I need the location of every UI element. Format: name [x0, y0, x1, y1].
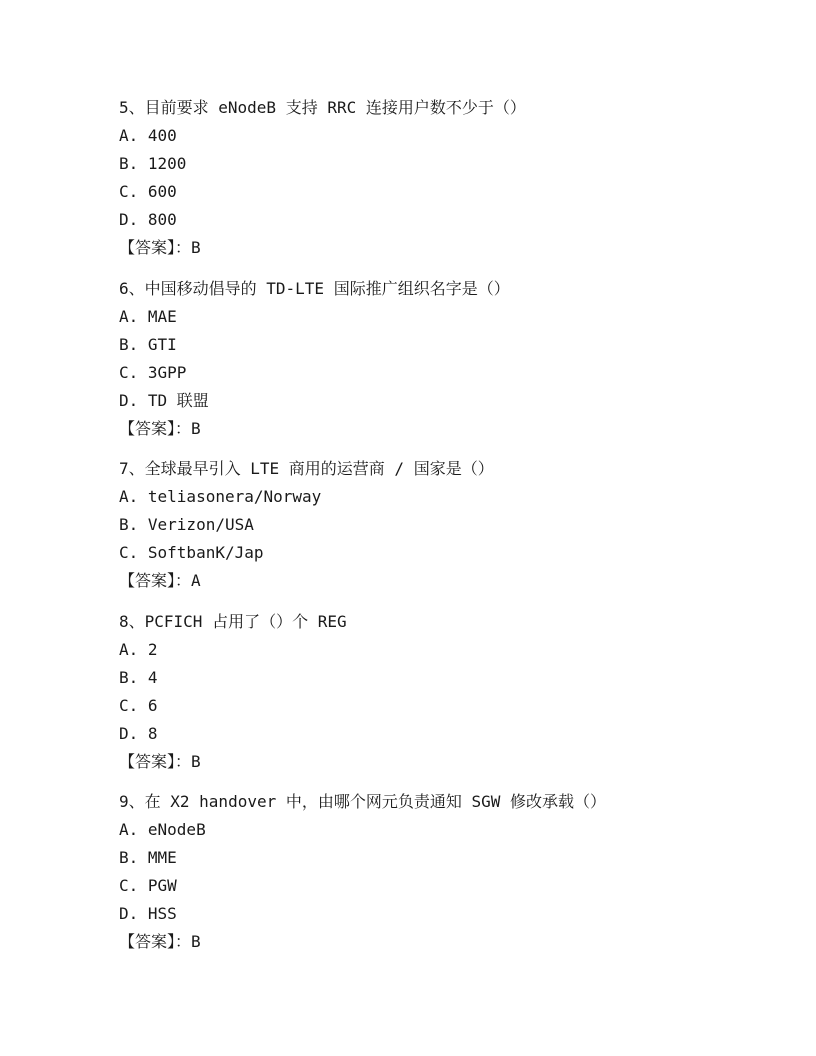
option-b: B. MME: [119, 848, 177, 867]
option-c: C. SoftbanK/Jap: [119, 543, 264, 562]
option-b: B. 4: [119, 668, 158, 687]
question-6: [119, 275, 779, 443]
question-8: [119, 608, 779, 776]
option-b: B. GTI: [119, 335, 177, 354]
option-c: C. 6: [119, 696, 158, 715]
option-a: A. eNodeB: [119, 820, 206, 839]
option-c: C. 3GPP: [119, 363, 187, 382]
question-9: [119, 788, 779, 956]
answer-line: 【答案】：A: [119, 571, 201, 590]
question-7: [119, 455, 779, 595]
question-title: 9、在 X2 handover 中，由哪个网元负责通知 SGW 修改承载（）: [119, 792, 607, 811]
question-title: 6、中国移动倡导的 TD-LTE 国际推广组织名字是（）: [119, 279, 510, 298]
option-d: D. HSS: [119, 904, 177, 923]
option-b: B. Verizon/USA: [119, 515, 254, 534]
option-d: D. TD 联盟: [119, 391, 209, 410]
answer-line: 【答案】：B: [119, 932, 201, 951]
option-a: A. teliasonera/Norway: [119, 487, 322, 506]
answer-line: 【答案】：B: [119, 238, 201, 257]
answer-line: 【答案】：B: [119, 419, 201, 438]
question-title: 8、PCFICH 占用了（）个 REG: [119, 612, 347, 631]
question-title: 7、全球最早引入 LTE 商用的运营商 / 国家是（）: [119, 459, 494, 478]
answer-line: 【答案】：B: [119, 752, 201, 771]
option-a: A. MAE: [119, 307, 177, 326]
option-c: C. 600: [119, 182, 177, 201]
question-title: 5、目前要求 eNodeB 支持 RRC 连接用户数不少于（）: [119, 98, 526, 117]
question-5: [119, 94, 779, 262]
option-c: C. PGW: [119, 876, 177, 895]
option-d: D. 8: [119, 724, 158, 743]
option-a: A. 2: [119, 640, 158, 659]
option-a: A. 400: [119, 126, 177, 145]
option-d: D. 800: [119, 210, 177, 229]
option-b: B. 1200: [119, 154, 187, 173]
